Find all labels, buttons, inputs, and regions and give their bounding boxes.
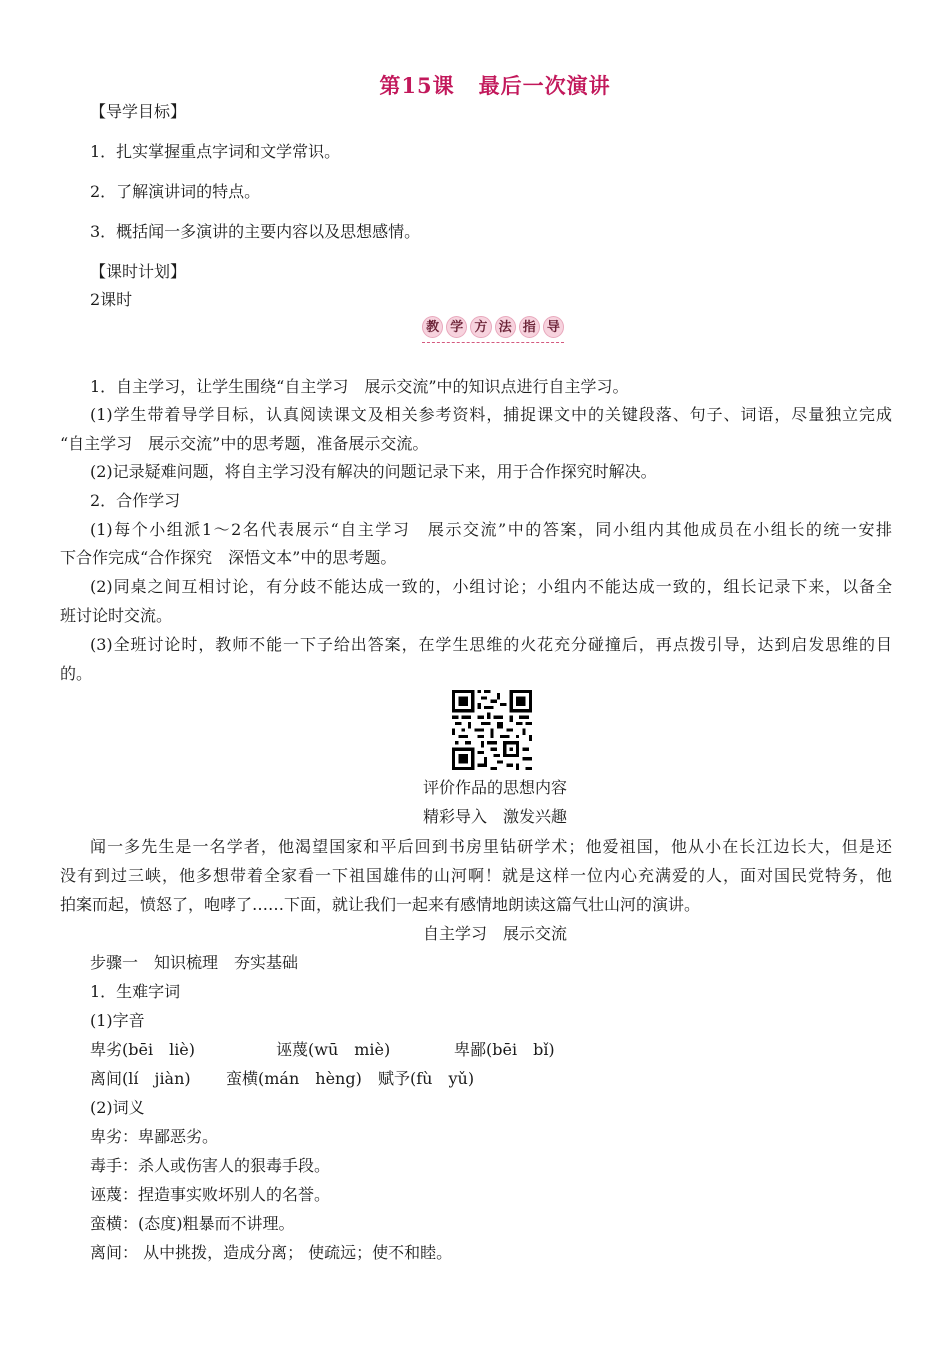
plan-value: 2课时 (90, 290, 133, 309)
step-heading: 步骤一 知识梳理 夯实基础 (90, 953, 299, 972)
method-paragraph: (2)记录疑难问题，将自主学习没有解决的问题记录下来，用于合作探究时解决。 (90, 462, 657, 481)
intro-heading: 精彩导入 激发兴趣 (422, 807, 567, 826)
meaning-item: 卑劣：卑鄙恶劣。 (90, 1127, 219, 1146)
badge-underline (422, 342, 564, 343)
subsection-heading: (1)字音 (90, 1011, 145, 1030)
intro-paragraph: 闻一多先生是一名学者，他渴望国家和平后回到书房里钻研学术；他爱祖国，他从小在长江边长大，但是还 (90, 837, 892, 856)
lesson-title (0, 70, 950, 100)
self-study-heading: 自主学习 展示交流 (422, 924, 567, 943)
meaning-item: 毒手：杀人或伤害人的狠毒手段。 (90, 1156, 331, 1175)
badge-char: 教 (422, 316, 443, 338)
meaning-item: 诬蔑：捏造事实败坏别人的名誉。 (90, 1185, 331, 1204)
lesson-number: 第15课 (379, 73, 455, 98)
pronunciation-item: 蛮横(mán hèng) (226, 1069, 362, 1088)
qr-code-icon[interactable] (452, 690, 532, 770)
pronunciation-item: 离间(lí jiàn) (90, 1069, 191, 1088)
method-paragraph: 班讨论时交流。 (60, 606, 173, 625)
meaning-item: 蛮横：(态度)粗暴而不讲理。 (90, 1214, 295, 1233)
qr-caption: 评价作品的思想内容 (422, 778, 567, 797)
pronunciation-item: 诬蔑(wū miè) (276, 1040, 391, 1059)
pronunciation-item: 卑劣(bēi liè) (90, 1040, 196, 1059)
guide-item: 3．概括闻一多演讲的主要内容以及思想感情。 (90, 222, 421, 241)
pronunciation-item: 卑鄙(bēi bǐ) (454, 1040, 555, 1059)
guide-item: 1．扎实掌握重点字词和文学常识。 (90, 142, 341, 161)
method-paragraph: (3)全班讨论时，教师不能一下子给出答案，在学生思维的火花充分碰撞后，再点拨引导，达到启发思维的目 (90, 635, 892, 654)
method-paragraph: (1)学生带着导学目标，认真阅读课文及相关参考资料，捕捉课文中的关键段落、句子、词语，尽量独立完成 (90, 405, 892, 424)
badge-char: 学 (446, 316, 467, 338)
guide-item: 2．了解演讲词的特点。 (90, 182, 261, 201)
guide-heading: 【导学目标】 (90, 102, 187, 121)
badge-char: 指 (519, 316, 540, 338)
badge-char: 导 (543, 316, 564, 338)
meaning-item: 离间： 从中挑拨，造成分离； 使疏远；使不和睦。 (90, 1243, 453, 1262)
badge-char: 法 (495, 316, 516, 338)
section-heading: 1．生难字词 (90, 982, 181, 1001)
method-paragraph: 的。 (60, 664, 93, 683)
subsection-heading: (2)词义 (90, 1098, 145, 1117)
method-paragraph: “自主学习 展示交流”中的思考题，准备展示交流。 (60, 434, 429, 453)
method-paragraph: 2．合作学习 (90, 491, 181, 510)
method-paragraph: 1．自主学习，让学生围绕“自主学习 展示交流”中的知识点进行自主学习。 (90, 377, 629, 396)
plan-heading: 【课时计划】 (90, 262, 187, 281)
lesson-name: 最后一次演讲 (478, 73, 611, 98)
badge-char: 方 (470, 316, 491, 338)
pronunciation-item: 赋予(fù yǔ) (378, 1069, 475, 1088)
method-paragraph: (2)同桌之间互相讨论，有分歧不能达成一致的，小组讨论；小组内不能达成一致的，组长记录下来，以备全 (90, 577, 892, 596)
intro-paragraph: 没有到过三峡，他多想带着全家看一下祖国雄伟的山河啊！就是这样一位内心充满爱的人，面对国民党特务，他 (60, 866, 892, 885)
intro-paragraph: 拍案而起，愤怒了，咆哮了……下面，就让我们一起来有感情地朗读这篇气壮山河的演讲。 (60, 895, 701, 914)
method-paragraph: 下合作完成“合作探究 深悟文本”中的思考题。 (60, 548, 397, 567)
teaching-method-badge (422, 316, 564, 342)
method-paragraph: (1)每个小组派1～2名代表展示“自主学习 展示交流”中的答案，同小组内其他成员在小组长的统一安排 (90, 520, 892, 539)
